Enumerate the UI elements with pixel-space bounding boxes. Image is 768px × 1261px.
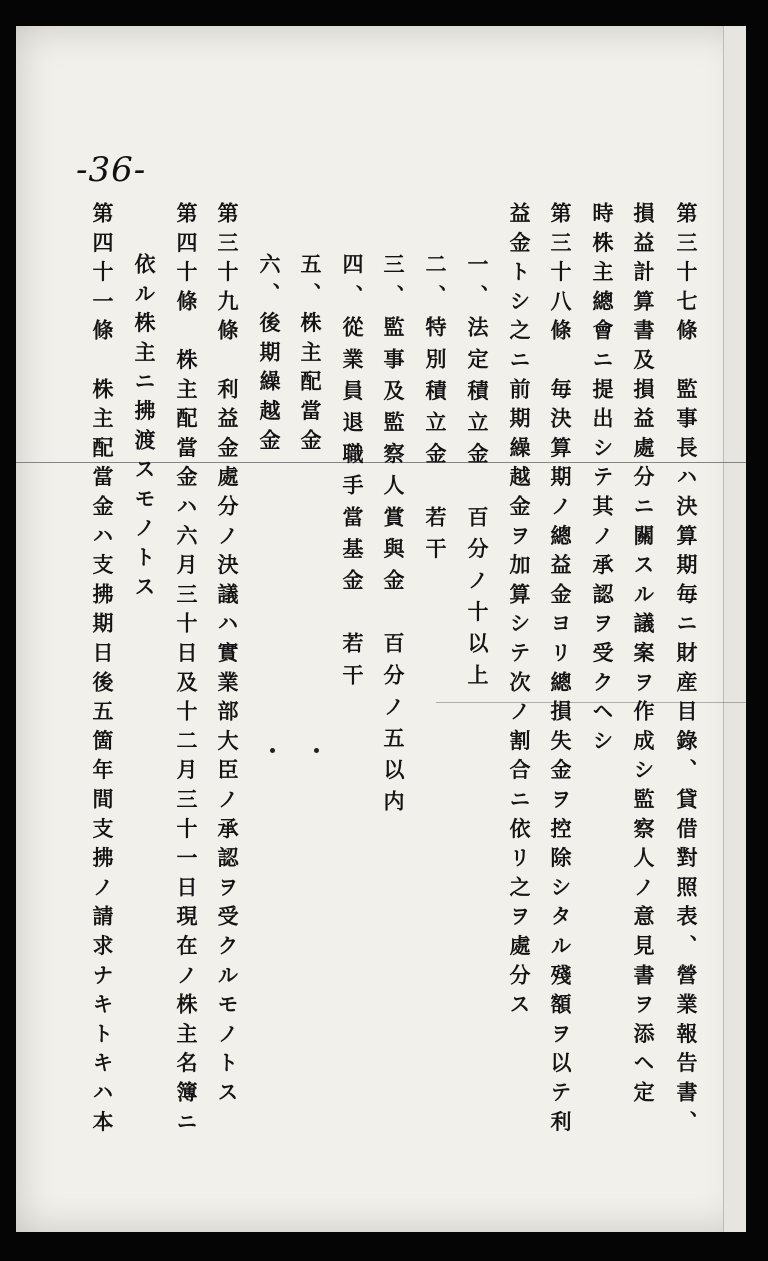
text-column: 第三十九條 利益金處分ノ決議ハ實業部大臣ノ承認ヲ受クルモノトス <box>215 202 240 1111</box>
page-edge <box>723 26 746 1232</box>
text-column: 第三十七條 監事長ハ決算期毎ニ財産目錄、貸借對照表、營業報告書、 <box>674 202 699 1140</box>
ditto-mark <box>270 748 275 753</box>
text-column: 五、株主配當金 <box>298 253 323 459</box>
text-column: 依ル株主ニ拂渡スモノトス <box>132 253 157 605</box>
text-column: 第四十條 株主配當金ハ六月三十日及十二月三十一日現在ノ株主名簿ニ <box>174 202 199 1140</box>
text-column: 第三十八條 毎決算期ノ總益金ヨリ總損失金ヲ控除シタル殘額ヲ以テ利 <box>548 202 573 1140</box>
text-column: 四、從業員退職手當基金 若干 <box>340 253 365 696</box>
text-column: 時株主總會ニ提出シテ其ノ承認ヲ受クヘシ <box>590 202 615 759</box>
page-number: -36- <box>76 150 147 190</box>
text-column: 一、法定積立金 百分ノ十以上 <box>465 253 490 696</box>
text-column: 二、特別積立金 若干 <box>423 253 448 569</box>
text-column: 三、監事及監察人賞與金 百分ノ五以内 <box>381 253 406 822</box>
text-column: 六、後期繰越金 <box>257 253 282 459</box>
ditto-mark <box>314 748 319 753</box>
text-column: 損益計算書及損益處分ニ關スル議案ヲ作成シ監察人ノ意見書ヲ添ヘ定 <box>631 202 656 1111</box>
text-column: 益金トシ之ニ前期繰越金ヲ加算シテ次ノ割合ニ依リ之ヲ處分ス <box>507 202 532 1023</box>
text-column: 第四十一條 株主配當金ハ支拂期日後五箇年間支拂ノ請求ナキトキハ本 <box>90 202 115 1140</box>
